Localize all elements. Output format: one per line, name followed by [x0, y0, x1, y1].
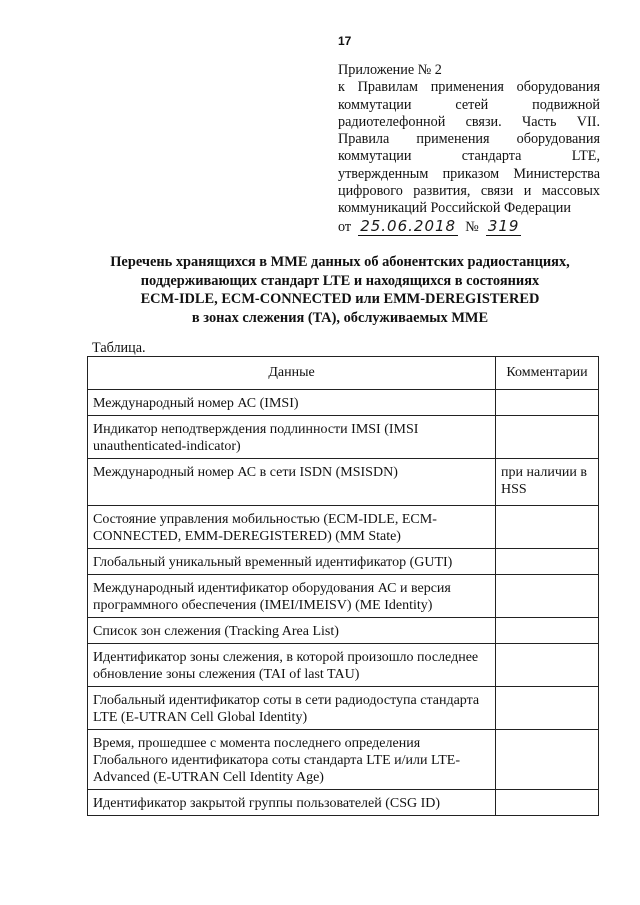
- table-row: [88, 687, 599, 730]
- appendix-line: коммутации стандарта LTE,: [338, 148, 600, 165]
- appendix-line: радиотелефонной связи. Часть VII.: [338, 113, 600, 130]
- data-cell: Глобальный идентификатор соты в сети радиодоступа стандарта LTE (E-UTRAN Cell Global Identity): [88, 687, 496, 730]
- comment-cell: [496, 790, 599, 816]
- table-row: [88, 644, 599, 687]
- data-cell: Состояние управления мобильностью (ECM-IDLE, ECM-CONNECTED, EMM-DEREGISTERED) (MM State): [88, 506, 496, 549]
- table-row: [88, 549, 599, 575]
- appendix-line: Правила применения оборудования: [338, 131, 600, 148]
- data-cell: Идентификатор зоны слежения, в которой произошло последнее обновление зоны слежения (TAI of last TAU): [88, 644, 496, 687]
- data-table: [87, 356, 599, 816]
- title-line: Перечень хранящихся в MME данных об абонентских радиостанциях,: [110, 254, 570, 270]
- comment-cell: [496, 618, 599, 644]
- table-row: [88, 390, 599, 416]
- table-label: Таблица.: [92, 340, 146, 356]
- appendix-block: [338, 62, 600, 236]
- comment-cell: [496, 730, 599, 790]
- data-cell: Индикатор неподтверждения подлинности IMSI (IMSI unauthenticated-indicator): [88, 416, 496, 459]
- order-date-number-line: [338, 218, 600, 236]
- table-row: [88, 790, 599, 816]
- data-cell: Время, прошедшее с момента последнего определения Глобального идентификатора соты стандарта LTE и/или LTE-Advanced (E-UTRAN Cell Identity Age): [88, 730, 496, 790]
- date-prefix: от: [338, 218, 352, 235]
- column-header-data: Данные: [88, 357, 496, 390]
- comment-cell: [496, 575, 599, 618]
- comment-cell: [496, 549, 599, 575]
- title-line: ECM-IDLE, ECM-CONNECTED или EMM-DEREGISTERED: [140, 291, 540, 307]
- comment-cell: [496, 687, 599, 730]
- appendix-line: коммуникаций Российской Федерации: [338, 200, 571, 217]
- order-date: 25.06.2018: [360, 216, 457, 235]
- table-row: [88, 618, 599, 644]
- data-cell: Список зон слежения (Tracking Area List): [88, 618, 496, 644]
- column-header-comments: Комментарии: [496, 357, 599, 390]
- data-cell: Международный номер АС (IMSI): [88, 390, 496, 416]
- page-number: 17: [338, 34, 352, 48]
- table-header-row: [88, 357, 599, 390]
- title-line: поддерживающих стандарт LTE и находящихся в состояниях: [140, 272, 540, 289]
- appendix-line: к Правилам применения оборудования: [338, 79, 600, 96]
- data-cell: Международный идентификатор оборудования АС и версия программного обеспечения (IMEI/IMEISV) (ME Identity): [88, 575, 496, 618]
- document-title: [60, 253, 620, 327]
- data-cell: Идентификатор закрытой группы пользователей (CSG ID): [88, 790, 496, 816]
- table-row: [88, 416, 599, 459]
- data-cell: Глобальный уникальный временный идентификатор (GUTI): [88, 549, 496, 575]
- appendix-line: цифрового развития, связи и массовых: [338, 183, 600, 200]
- appendix-line: утвержденным приказом Министерства: [338, 165, 600, 182]
- table-row: [88, 730, 599, 790]
- title-line: в зонах слежения (TA), обслуживаемых MME: [191, 309, 489, 326]
- table-row: [88, 506, 599, 549]
- comment-cell: при наличии в HSS: [496, 459, 599, 506]
- table-row: [88, 459, 599, 506]
- comment-cell: [496, 390, 599, 416]
- appendix-line: коммутации сетей подвижной: [338, 96, 600, 113]
- comment-cell: [496, 416, 599, 459]
- order-number: 319: [487, 216, 520, 235]
- appendix-line: Приложение № 2: [338, 62, 442, 78]
- data-cell: Международный номер АС в сети ISDN (MSISDN): [88, 459, 496, 506]
- number-prefix: №: [465, 218, 479, 235]
- comment-cell: [496, 506, 599, 549]
- comment-cell: [496, 644, 599, 687]
- table-row: [88, 575, 599, 618]
